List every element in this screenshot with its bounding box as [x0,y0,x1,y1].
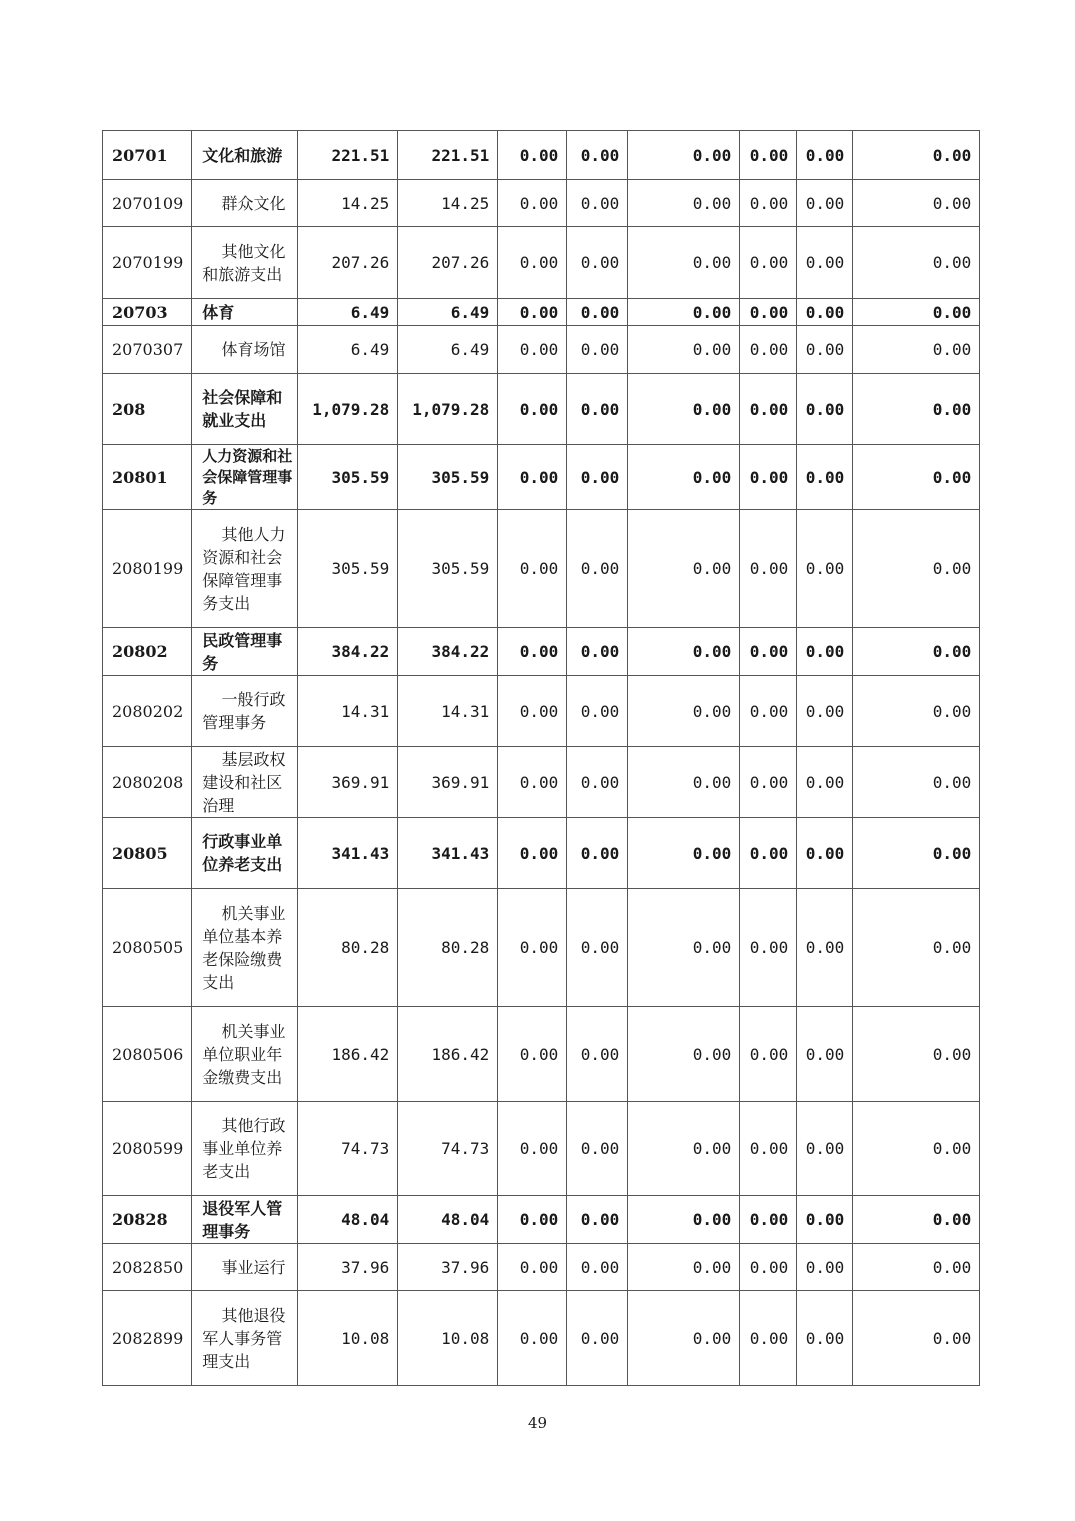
cell-value: 0.00 [740,326,797,374]
cell-value: 0.00 [498,510,567,628]
cell-value: 341.43 [398,818,498,889]
cell-value: 0.00 [567,326,628,374]
cell-value: 48.04 [298,1196,398,1244]
row-name [192,1244,298,1291]
cell-value: 0.00 [628,1007,740,1102]
cell-value: 0.00 [498,676,567,747]
row-code: 2080599 [103,1102,192,1196]
cell-value: 0.00 [740,180,797,227]
cell-value: 0.00 [853,131,980,180]
table-row [103,1196,980,1244]
cell-value: 0.00 [628,299,740,326]
cell-value: 0.00 [740,1196,797,1244]
row-name [192,1007,298,1102]
cell-value: 6.49 [298,299,398,326]
row-code: 20828 [103,1196,192,1244]
row-code: 2070307 [103,326,192,374]
cell-value: 48.04 [398,1196,498,1244]
cell-value: 80.28 [298,889,398,1007]
row-name-text: 社会保障和就业支出 [202,388,283,430]
row-name [192,818,298,889]
cell-value: 0.00 [628,1244,740,1291]
cell-value: 0.00 [498,889,567,1007]
row-name-text: 一般行政管理事务 [202,690,286,732]
row-name-text: 其他文化和旅游支出 [202,241,286,284]
cell-value: 0.00 [740,510,797,628]
cell-value: 0.00 [853,445,980,510]
cell-value: 0.00 [498,1007,567,1102]
cell-value: 0.00 [498,1291,567,1386]
row-name [192,131,298,180]
page-number: 49 [527,1414,548,1432]
row-name [192,326,298,374]
cell-value: 0.00 [628,676,740,747]
cell-value: 0.00 [567,1196,628,1244]
cell-value: 0.00 [498,1244,567,1291]
cell-value: 0.00 [567,1102,628,1196]
cell-value: 6.49 [398,326,498,374]
row-code: 2070109 [103,180,192,227]
row-code: 2080199 [103,510,192,628]
row-name-text: 其他人力资源和社会保障管理事务支出 [202,524,286,613]
cell-value: 0.00 [797,1196,853,1244]
cell-value: 0.00 [797,374,853,445]
cell-value: 369.91 [298,747,398,818]
cell-value: 0.00 [797,1007,853,1102]
cell-value: 0.00 [628,131,740,180]
cell-value: 221.51 [298,131,398,180]
row-name [192,510,298,628]
table-row [103,889,980,1007]
cell-value: 0.00 [740,818,797,889]
cell-value: 0.00 [740,1007,797,1102]
cell-value: 74.73 [398,1102,498,1196]
cell-value: 0.00 [567,510,628,628]
cell-value: 0.00 [498,326,567,374]
cell-value: 0.00 [853,227,980,299]
row-name [192,180,298,227]
cell-value: 0.00 [498,299,567,326]
cell-value: 0.00 [740,227,797,299]
cell-value: 0.00 [567,227,628,299]
cell-value: 14.31 [298,676,398,747]
cell-value: 0.00 [797,326,853,374]
row-code: 20701 [103,131,192,180]
row-code: 2082899 [103,1291,192,1386]
budget-table [102,130,980,1386]
cell-value: 0.00 [628,326,740,374]
cell-value: 186.42 [398,1007,498,1102]
row-name [192,227,298,299]
cell-value: 0.00 [853,818,980,889]
cell-value: 0.00 [498,445,567,510]
cell-value: 0.00 [740,1102,797,1196]
cell-value: 0.00 [797,131,853,180]
cell-value: 74.73 [298,1102,398,1196]
row-code: 20801 [103,445,192,510]
cell-value: 80.28 [398,889,498,1007]
cell-value: 0.00 [628,510,740,628]
cell-value: 0.00 [797,510,853,628]
row-name-text: 事业运行 [221,1257,286,1277]
cell-value: 0.00 [498,131,567,180]
table-row [103,326,980,374]
cell-value: 0.00 [628,1102,740,1196]
row-code: 2080506 [103,1007,192,1102]
cell-value: 1,079.28 [398,374,498,445]
row-name [192,1291,298,1386]
cell-value: 37.96 [298,1244,398,1291]
row-name-text: 机关事业单位基本养老保险缴费支出 [202,903,286,992]
cell-value: 6.49 [298,326,398,374]
cell-value: 0.00 [628,889,740,1007]
row-name-text: 基层政权建设和社区治理 [202,749,286,815]
row-code: 2080505 [103,889,192,1007]
cell-value: 0.00 [797,628,853,676]
row-name-text: 退役军人管理事务 [202,1198,283,1241]
row-name-text: 其他退役军人事务管理支出 [202,1305,286,1371]
cell-value: 0.00 [740,676,797,747]
cell-value: 0.00 [853,180,980,227]
cell-value: 6.49 [398,299,498,326]
cell-value: 0.00 [498,180,567,227]
cell-value: 0.00 [853,1102,980,1196]
cell-value: 0.00 [498,227,567,299]
cell-value: 0.00 [740,889,797,1007]
table-row [103,445,980,510]
cell-value: 0.00 [628,445,740,510]
cell-value: 0.00 [498,818,567,889]
cell-value: 0.00 [628,1196,740,1244]
row-code: 2080202 [103,676,192,747]
cell-value: 0.00 [567,1244,628,1291]
table-row [103,1244,980,1291]
cell-value: 14.25 [398,180,498,227]
cell-value: 37.96 [398,1244,498,1291]
cell-value: 0.00 [853,326,980,374]
row-name [192,1102,298,1196]
row-name-text: 人力资源和社会保障管理事务 [202,446,293,507]
cell-value: 221.51 [398,131,498,180]
row-code: 20703 [103,299,192,326]
cell-value: 0.00 [628,227,740,299]
cell-value: 0.00 [740,299,797,326]
table-row [103,676,980,747]
cell-value: 0.00 [567,889,628,1007]
row-name [192,676,298,747]
row-name [192,747,298,818]
row-code: 20802 [103,628,192,676]
cell-value: 341.43 [298,818,398,889]
cell-value: 0.00 [567,180,628,227]
cell-value: 0.00 [853,299,980,326]
cell-value: 384.22 [398,628,498,676]
cell-value: 186.42 [298,1007,398,1102]
cell-value: 0.00 [797,676,853,747]
cell-value: 0.00 [498,1102,567,1196]
cell-value: 0.00 [567,299,628,326]
cell-value: 0.00 [797,818,853,889]
table-row [103,374,980,445]
cell-value: 0.00 [740,131,797,180]
row-name-text: 群众文化 [221,193,286,213]
table-row [103,1102,980,1196]
cell-value: 0.00 [740,628,797,676]
cell-value: 0.00 [567,374,628,445]
table-row [103,227,980,299]
row-name-text: 行政事业单位养老支出 [202,832,283,874]
cell-value: 0.00 [628,1291,740,1386]
cell-value: 0.00 [797,299,853,326]
cell-value: 0.00 [567,1291,628,1386]
cell-value: 0.00 [740,1244,797,1291]
cell-value: 10.08 [398,1291,498,1386]
row-code: 2070199 [103,227,192,299]
cell-value: 0.00 [628,747,740,818]
cell-value: 0.00 [797,889,853,1007]
table-row [103,299,980,326]
cell-value: 0.00 [853,1244,980,1291]
row-name [192,1196,298,1244]
cell-value: 0.00 [797,445,853,510]
cell-value: 0.00 [567,818,628,889]
cell-value: 0.00 [797,747,853,818]
cell-value: 0.00 [498,374,567,445]
cell-value: 369.91 [398,747,498,818]
cell-value: 0.00 [853,1196,980,1244]
cell-value: 384.22 [298,628,398,676]
cell-value: 305.59 [398,445,498,510]
row-name-text: 其他行政事业单位养老支出 [202,1116,286,1181]
cell-value: 0.00 [628,374,740,445]
row-name-text: 文化和旅游 [202,145,283,165]
cell-value: 0.00 [628,818,740,889]
row-name [192,628,298,676]
cell-value: 0.00 [567,747,628,818]
cell-value: 0.00 [740,747,797,818]
cell-value: 0.00 [797,227,853,299]
row-name-text: 体育 [202,302,235,322]
cell-value: 0.00 [740,445,797,510]
table-row [103,628,980,676]
row-code: 208 [103,374,192,445]
cell-value: 0.00 [567,628,628,676]
row-name [192,374,298,445]
cell-value: 0.00 [567,131,628,180]
row-code: 2080208 [103,747,192,818]
cell-value: 305.59 [298,445,398,510]
cell-value: 0.00 [498,1196,567,1244]
table-row [103,510,980,628]
row-code: 2082850 [103,1244,192,1291]
cell-value: 10.08 [298,1291,398,1386]
cell-value: 0.00 [628,180,740,227]
cell-value: 0.00 [740,374,797,445]
cell-value: 305.59 [298,510,398,628]
row-name-text: 体育场馆 [221,340,286,359]
row-name-text: 民政管理事务 [202,630,283,673]
cell-value: 0.00 [853,628,980,676]
cell-value: 207.26 [298,227,398,299]
table-row [103,180,980,227]
table-row [103,1007,980,1102]
table-row [103,747,980,818]
cell-value: 1,079.28 [298,374,398,445]
cell-value: 14.31 [398,676,498,747]
cell-value: 0.00 [853,510,980,628]
cell-value: 0.00 [853,1291,980,1386]
cell-value: 0.00 [797,180,853,227]
cell-value: 0.00 [567,445,628,510]
cell-value: 0.00 [853,676,980,747]
cell-value: 14.25 [298,180,398,227]
cell-value: 0.00 [797,1244,853,1291]
table-row [103,1291,980,1386]
cell-value: 0.00 [797,1102,853,1196]
row-name [192,889,298,1007]
cell-value: 305.59 [398,510,498,628]
cell-value: 0.00 [853,374,980,445]
cell-value: 0.00 [853,889,980,1007]
cell-value: 0.00 [797,1291,853,1386]
cell-value: 0.00 [853,747,980,818]
row-name [192,299,298,326]
table-row [103,131,980,180]
cell-value: 0.00 [498,747,567,818]
row-code: 20805 [103,818,192,889]
cell-value: 0.00 [567,1007,628,1102]
cell-value: 0.00 [853,1007,980,1102]
table-row [103,818,980,889]
cell-value: 0.00 [567,676,628,747]
table-body [103,131,980,1386]
row-name-text: 机关事业单位职业年金缴费支出 [202,1021,286,1087]
cell-value: 0.00 [740,1291,797,1386]
cell-value: 207.26 [398,227,498,299]
cell-value: 0.00 [498,628,567,676]
row-name [192,445,298,510]
cell-value: 0.00 [628,628,740,676]
